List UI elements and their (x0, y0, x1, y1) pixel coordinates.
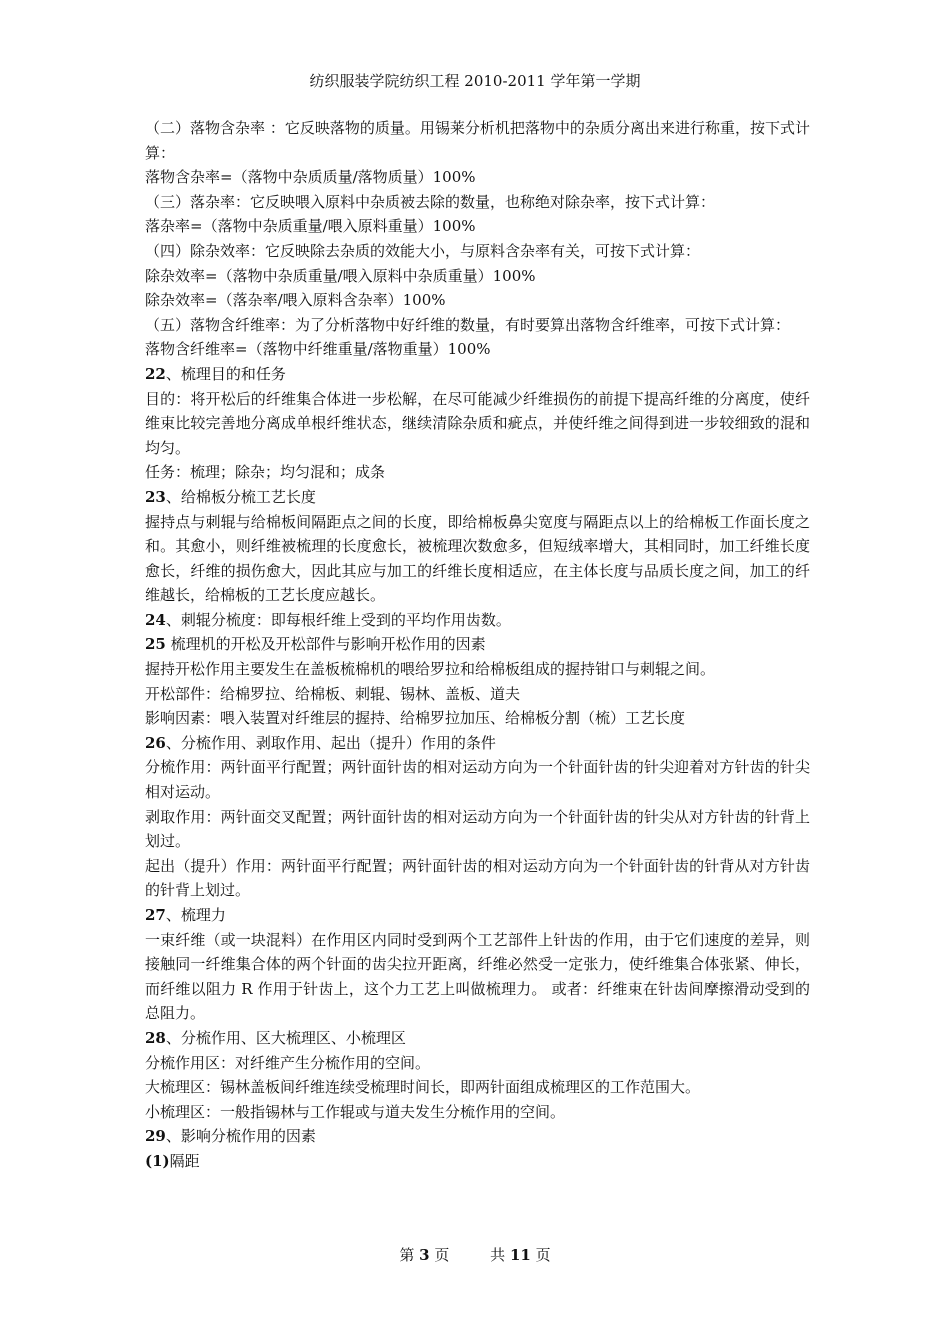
page-num: 3 (419, 1246, 430, 1264)
formula: 落物含纤维率=（落物中纤维重量/落物重量）100% (145, 340, 491, 359)
paragraph: （四）除杂效率：它反映除去杂质的效能大小，与原料含杂率有关，可按下式计算： (145, 241, 701, 260)
section-heading (145, 731, 810, 756)
paragraph: 一束纤维（或一块混料）在作用区内同时受到两个工艺部件上针齿的作用，由于它们速度的差异，则接触同一纤维集合体的两个针面的齿尖拉开距离，纤维必然受一定张力，使纤维集合体张紧、伸长，而纤维以阻力 R 作用于针齿上，这个力工艺上叫做梳理力。 或者：纤维束在针齿间摩擦滑动受到的总阻力。 (145, 930, 810, 1023)
page-number (399, 1246, 449, 1264)
paragraph: （三）落杂率：它反映喂入原料中杂质被去除的数量，也称绝对除杂率，按下式计算： (145, 192, 716, 211)
paragraph: 目的：将开松后的纤维集合体进一步松解，在尽可能减少纤维损伤的前提下提高纤维的分离度，使纤维束比较完善地分离成单根纤维状态，继续清除杂质和疵点，并使纤维之间得到进一步较细致的混和均匀。 (145, 389, 810, 457)
section-heading (145, 608, 810, 633)
total-suffix: 页 (535, 1246, 551, 1264)
section-number: 25 (145, 635, 166, 654)
section-number: 23 (145, 487, 166, 506)
page-header: 纺织服装学院纺织工程 2010-2011 学年第一学期 (309, 72, 641, 90)
paragraph: 分梳作用区：对纤维产生分梳作用的空间。 (145, 1053, 431, 1072)
section-heading (145, 903, 810, 928)
section-number: 29 (145, 1127, 166, 1146)
section-number: 26 (145, 733, 166, 752)
paragraph: 任务：梳理；除杂；均匀混和；成条 (145, 463, 386, 482)
paragraph: 握持点与刺辊与给棉板间隔距点之间的长度，即给棉板鼻尖宽度与隔距点以上的给棉板工作面长度之和。其愈小，则纤维被梳理的长度愈长，被梳理次数愈多，但短绒率增大，其相同时，加工纤维长度愈长，纤维的损伤愈大，因此其应与加工的纤维长度相适应，在主体长度与品质长度之间，加工的纤维越长，给棉板的工艺长度应越长。 (145, 512, 810, 605)
section-title: 、给棉板分梳工艺长度 (165, 487, 316, 506)
paragraph: 开松部件：给棉罗拉、给棉板、刺辊、锡林、盖板、道夫 (145, 684, 521, 703)
section-heading (145, 362, 810, 387)
section-title: 、梳理力 (165, 906, 226, 924)
section-title: 、分梳作用、剥取作用、起出（提升）作用的条件 (165, 733, 496, 752)
section-heading (145, 1124, 810, 1149)
page-prefix: 第 (399, 1246, 415, 1264)
section-title: 、刺辊分梳度：即每根纤维上受到的平均作用齿数。 (165, 610, 511, 629)
subsection-title: 隔距 (169, 1151, 200, 1170)
section-number: 27 (145, 906, 166, 924)
paragraph: 影响因素：喂入装置对纤维层的握持、给棉罗拉加压、给棉板分割（梳）工艺长度 (145, 709, 686, 728)
paragraph: 握持开松作用主要发生在盖板梳棉机的喂给罗拉和给棉板组成的握持钳口与刺辊之间。 (145, 660, 716, 679)
paragraph: 分梳作用：两针面平行配置；两针面针齿的相对运动方向为一个针面针齿的针尖迎着对方针齿的针尖相对运动。 (145, 758, 810, 802)
subsection-number: (1) (145, 1151, 170, 1170)
section-title: 、影响分梳作用的因素 (165, 1127, 316, 1146)
formula: 除杂效率=（落杂率/喂入原料含杂率）100% (145, 291, 446, 310)
total-pages (490, 1246, 550, 1264)
subsection-heading (145, 1149, 810, 1174)
document-body (145, 116, 810, 1174)
total-num: 11 (509, 1246, 531, 1264)
section-title: 梳理机的开松及开松部件与影响开松作用的因素 (165, 635, 486, 654)
formula: 落杂率=（落物中杂质重量/喂入原料重量）100% (145, 217, 476, 236)
formula: 除杂效率=（落物中杂质重量/喂入原料中杂质重量）100% (145, 266, 536, 285)
paragraph: 大梳理区：锡林盖板间纤维连续受梳理时间长，即两针面组成梳理区的工作范围大。 (145, 1078, 701, 1097)
section-title: 、分梳作用、区大梳理区、小梳理区 (165, 1028, 406, 1047)
section-number: 28 (145, 1028, 166, 1047)
page-footer (0, 1244, 950, 1265)
paragraph: 小梳理区：一般指锡林与工作辊或与道夫发生分梳作用的空间。 (145, 1102, 566, 1121)
paragraph: 剥取作用：两针面交叉配置；两针面针齿的相对运动方向为一个针面针齿的针尖从对方针齿的针背上划过。 (145, 807, 810, 851)
total-prefix: 共 (490, 1246, 506, 1264)
formula: 落物含杂率=（落物中杂质质量/落物质量）100% (145, 168, 476, 187)
paragraph: （五）落物含纤维率：为了分析落物中好纤维的数量，有时要算出落物含纤维率，可按下式计算： (145, 315, 791, 334)
section-number: 22 (145, 364, 166, 383)
paragraph: 起出（提升）作用：两针面平行配置；两针面针齿的相对运动方向为一个针面针齿的针背从对方针齿的针背上划过。 (145, 856, 810, 900)
page-suffix: 页 (434, 1246, 450, 1264)
section-title: 、梳理目的和任务 (165, 364, 286, 383)
paragraph: （二）落物含杂率 ：它反映落物的质量。用锡莱分析机把落物中的杂质分离出来进行称重，按下式计算： (145, 119, 810, 162)
section-number: 24 (145, 610, 166, 629)
section-heading (145, 632, 810, 657)
section-heading (145, 485, 810, 510)
section-heading (145, 1026, 810, 1051)
